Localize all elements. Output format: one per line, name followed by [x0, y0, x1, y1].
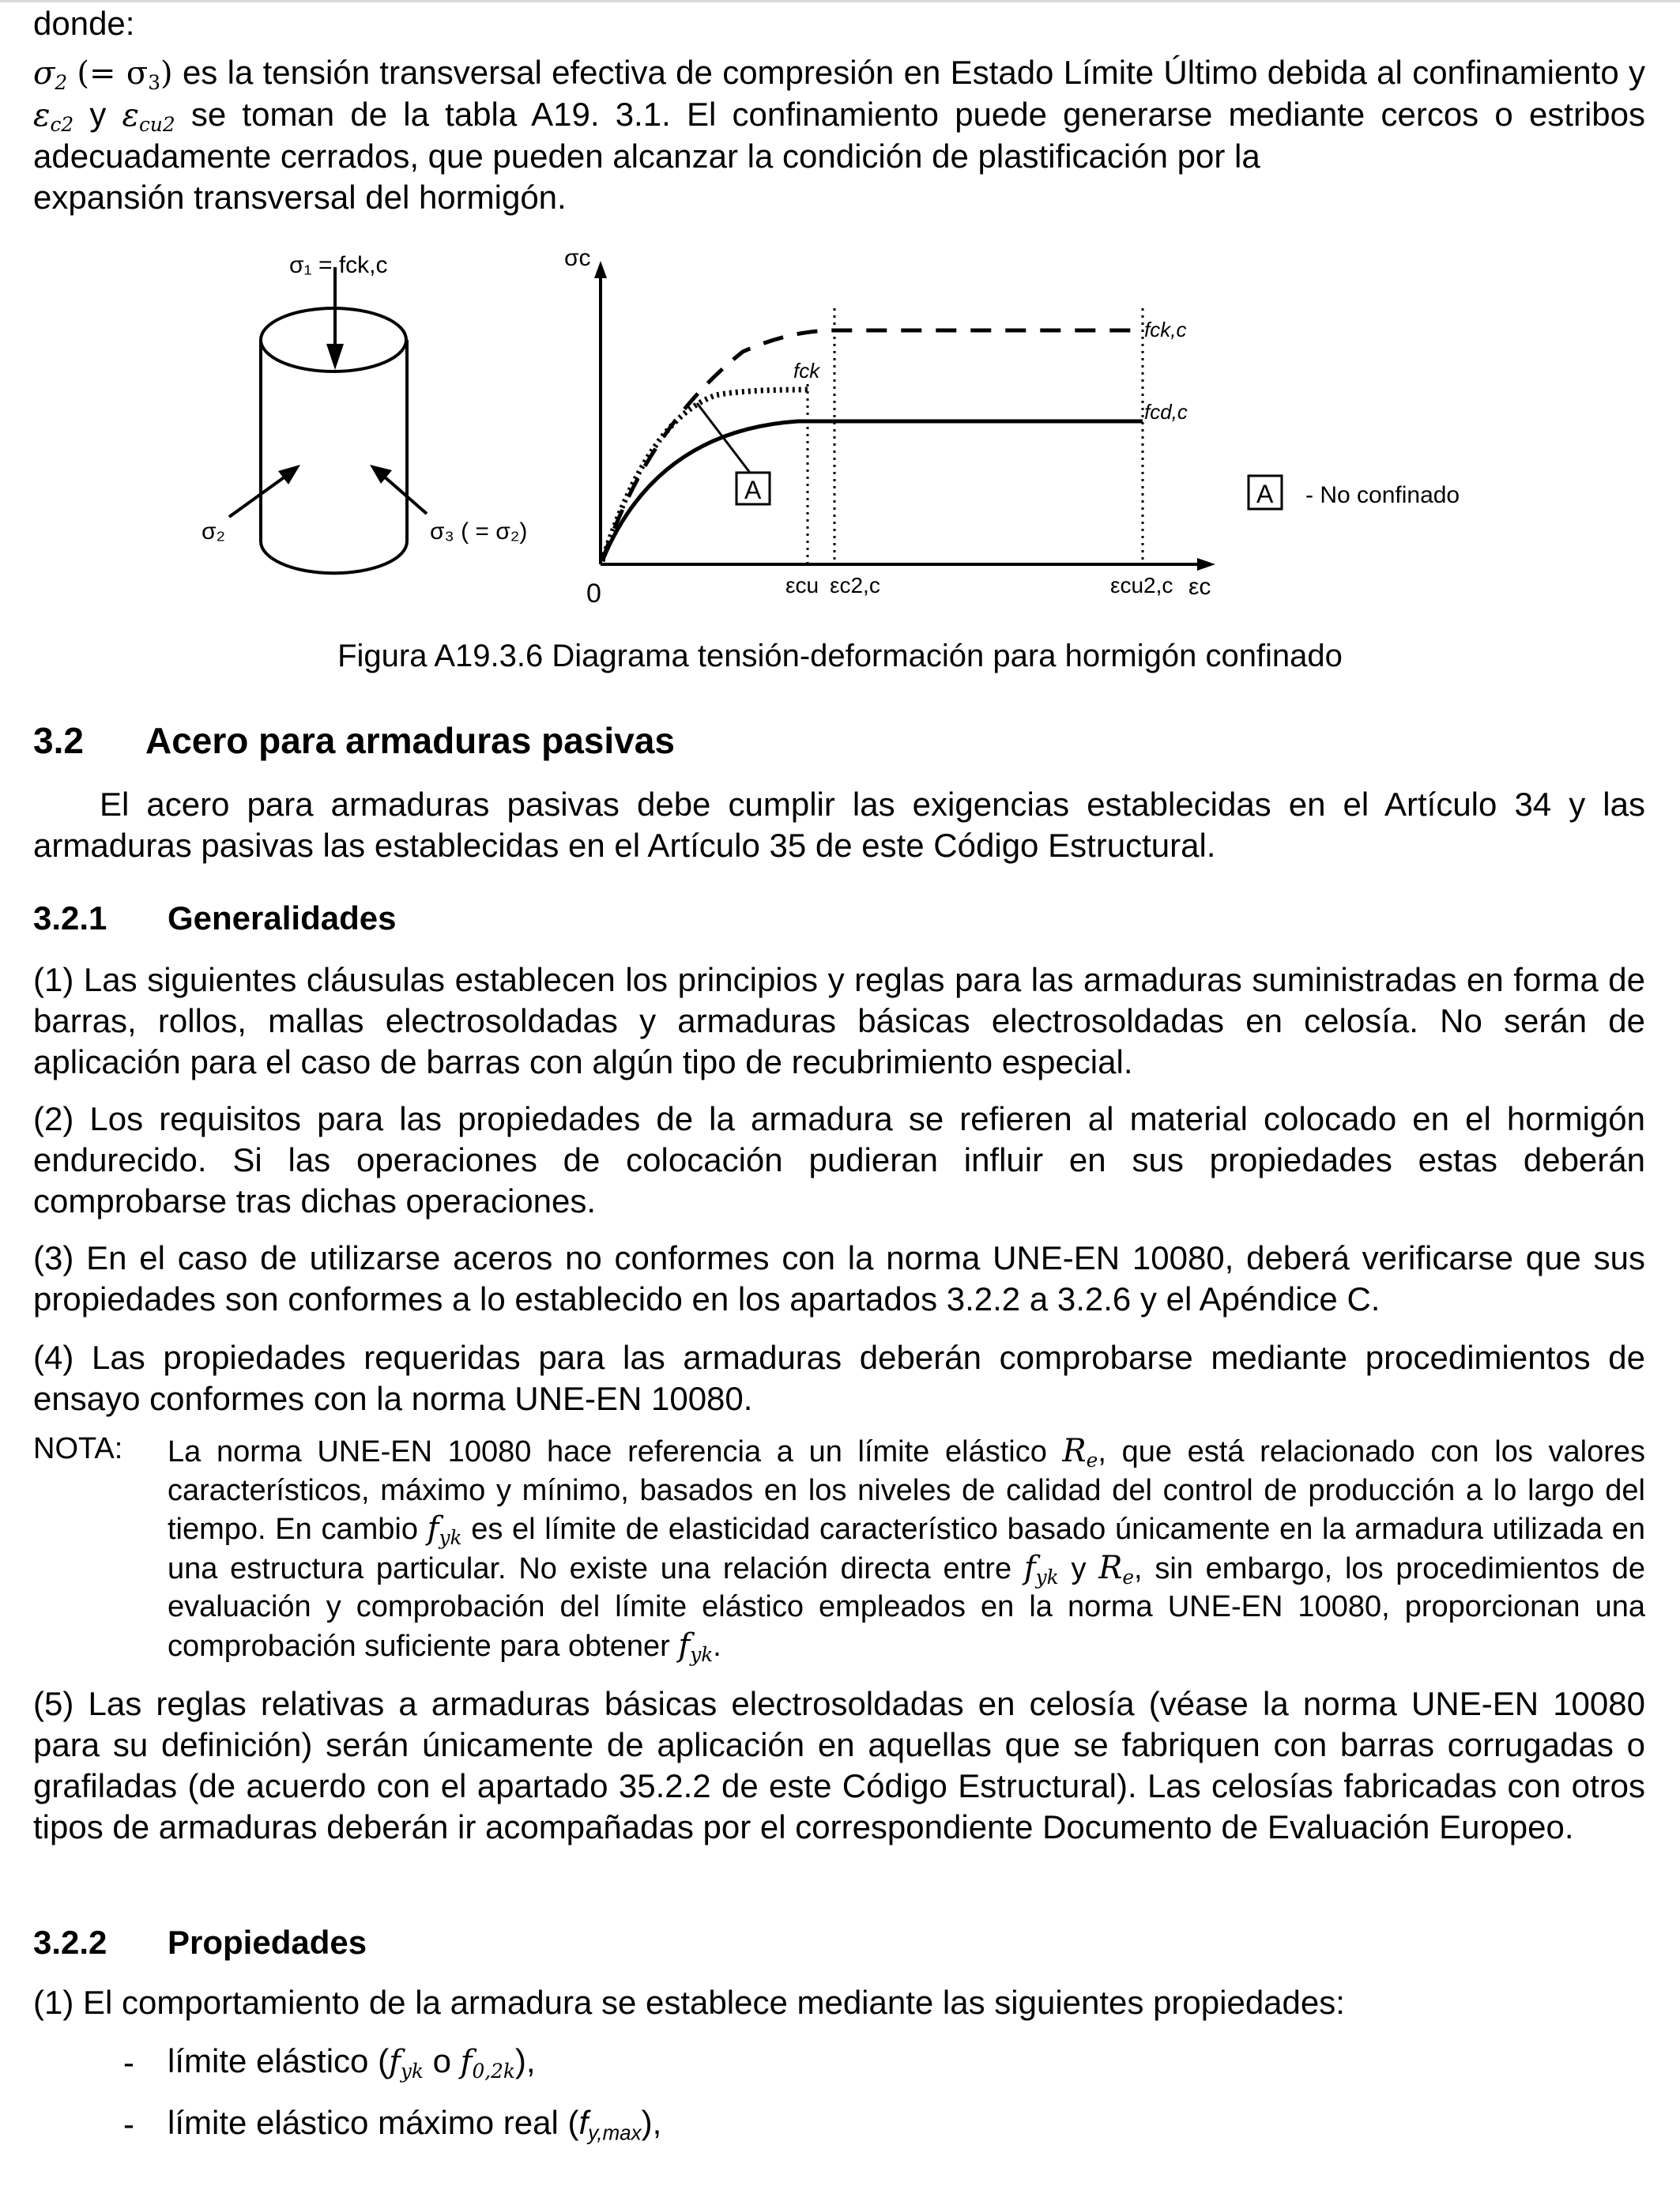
legend-box-label: A — [1256, 480, 1274, 508]
eps-cu-label: εcu — [785, 573, 819, 598]
stress-strain-figure — [0, 229, 1680, 624]
cylinder-top-label: σ₁ = fck,c — [289, 252, 388, 278]
section-3-2-heading: 3.2 Acero para armaduras pasivas — [33, 720, 675, 761]
origin-label: 0 — [586, 579, 601, 609]
section-3-2-1-heading: 3.2.1 Generalidades — [33, 899, 397, 937]
nota-text: La norma UNE-EN 10080 hace referencia a un límite elástico $R_e$, que está relacionado con los valores característicos, máximo y mínimo, basados en los niveles de calidad del control de producción a lo largo del tiempo. En cambio $f_{yk}$ es el límite de elasticidad característico basado únicamente en la armadura utilizada en una estructura particular. No existe una relación directa entre $f_{yk}$ y $R_e$, sin embargo, los procedimientos de evaluación y comprobación del límite elástico empleados en la norma UNE-EN 10080, proporcionan una comprobación suficiente para obtener $f_{yk}$. — [168, 1433, 1646, 1666]
arrow-top — [326, 267, 344, 370]
sigma3-equality: (= $\sigma_3$) — [77, 55, 173, 94]
arrow-left — [229, 465, 300, 517]
donde-label: donde: — [33, 5, 135, 42]
property-item-2: límite elástico máximo real $(f_{y,max})$, — [168, 2104, 662, 2145]
fyk-symbol: $f_{yk}$ — [427, 1510, 462, 1549]
fcdc-label: fcd,c — [1144, 400, 1188, 424]
sigma2-symbol: $\sigma_2$ — [33, 55, 68, 94]
chart-axes — [594, 261, 1215, 571]
legend-text: - No confinado — [1305, 482, 1460, 508]
list-dash-1: - — [123, 2044, 134, 2081]
fck-label: fck — [793, 359, 820, 383]
clause-1: (1) Las siguientes cláusulas establecen los principios y reglas para las armaduras suministradas en forma de barras, rollos, mallas electrosoldadas y armaduras básicas electrosoldadas en celosía. No serán de aplicación para el caso de barras con algún tipo de recubrimiento especial. — [33, 961, 1645, 1080]
sigma2-definition: $\sigma_2$ (= $\sigma_3$) es la tensión transversal efectiva de compresión en Estado Límite Último debida al confinamiento y $\varepsilon_{c2}$ y $\varepsilon_{cu2}$ se toman de la tabla A19. 3.1. El confinamiento puede generarse mediante cercos o estribos adecuadamente cerrados, que pueden alcanzar la condición de plastificación por la expansión transversal del hormigón. — [33, 54, 1646, 216]
arrow-right — [370, 465, 427, 514]
property-item-1: límite elástico ($f_{yk}$ o $f_{0,2k}$), — [168, 2042, 536, 2083]
eps-cu2c-label: εcu2,c — [1110, 573, 1173, 598]
eps-cu2-symbol: $\varepsilon_{cu2}$ — [122, 97, 175, 136]
re-symbol-2: $R_e$ — [1098, 1549, 1135, 1589]
section-3-2-paragraph: El acero para armaduras pasivas debe cumplir las exigencias establecidas en el Artículo 34 y las armaduras pasivas las establecidas en el Artículo 35 de este Código Estructural. — [33, 786, 1645, 864]
fckc-label: fck,c — [1144, 318, 1187, 341]
cylinder-left-label: σ₂ — [202, 518, 226, 545]
y-axis-label: σc — [564, 245, 591, 271]
properties-intro: (1) El comportamiento de la armadura se establece mediante las siguientes propiedades: — [33, 1984, 1345, 2021]
top-border — [0, 0, 1680, 2]
clause-2: (2) Los requisitos para las propiedades de la armadura se refieren al material colocado en el hormigón endurecido. Si las operaciones de colocación pudieran influir en sus propiedades estas deberán comprobarse tras dichas operaciones. — [33, 1100, 1645, 1220]
figure-caption: Figura A19.3.6 Diagrama tensión-deformación para hormigón confinado — [337, 639, 1343, 673]
eps-c2c-label: εc2,c — [830, 573, 880, 598]
design-curve — [602, 421, 1143, 561]
clause-4: (4) Las propiedades requeridas para las armaduras deberán comprobarse mediante procedimientos de ensayo conformes con la norma UNE-EN 10080. — [33, 1339, 1645, 1417]
fyk-symbol-2: $f_{yk}$ — [1023, 1549, 1059, 1589]
cylinder-right-label: σ₃ ( = σ₂) — [430, 518, 528, 545]
box-a-pointer — [697, 403, 752, 476]
clause-5: (5) Las reglas relativas a armaduras básicas electrosoldadas en celosía (véase la norma UNE-EN 10080 para su definición) serán únicamente de aplicación en aquellas que se fabriquen con barras corrugadas o grafiladas (de acuerdo con el apartado 35.2.2 de este Código Estructural). Las celosías fabricadas con otros tipos de armaduras deberán ir acompañadas por el correspondiente Documento de Evaluación Europeo. — [33, 1685, 1645, 1845]
box-a-label: A — [744, 476, 762, 504]
re-symbol: $R_e$ — [1062, 1433, 1098, 1472]
confined-curve — [602, 330, 1143, 561]
fyk-symbol-3: $f_{yk}$ — [678, 1627, 714, 1666]
strain-guides — [808, 308, 1143, 566]
x-axis-label: εc — [1188, 574, 1211, 600]
nota-label: NOTA: — [33, 1432, 123, 1465]
clause-3: (3) En el caso de utilizarse aceros no conformes con la norma UNE-EN 10080, deberá verificarse que sus propiedades son conformes a lo establecido en los apartados 3.2.2 a 3.2.6 y el Apéndice C. — [33, 1239, 1645, 1318]
section-3-2-2-heading: 3.2.2 Propiedades — [33, 1924, 367, 1961]
list-dash-2: - — [123, 2105, 134, 2143]
eps-c2-symbol: $\varepsilon_{c2}$ — [33, 97, 74, 136]
